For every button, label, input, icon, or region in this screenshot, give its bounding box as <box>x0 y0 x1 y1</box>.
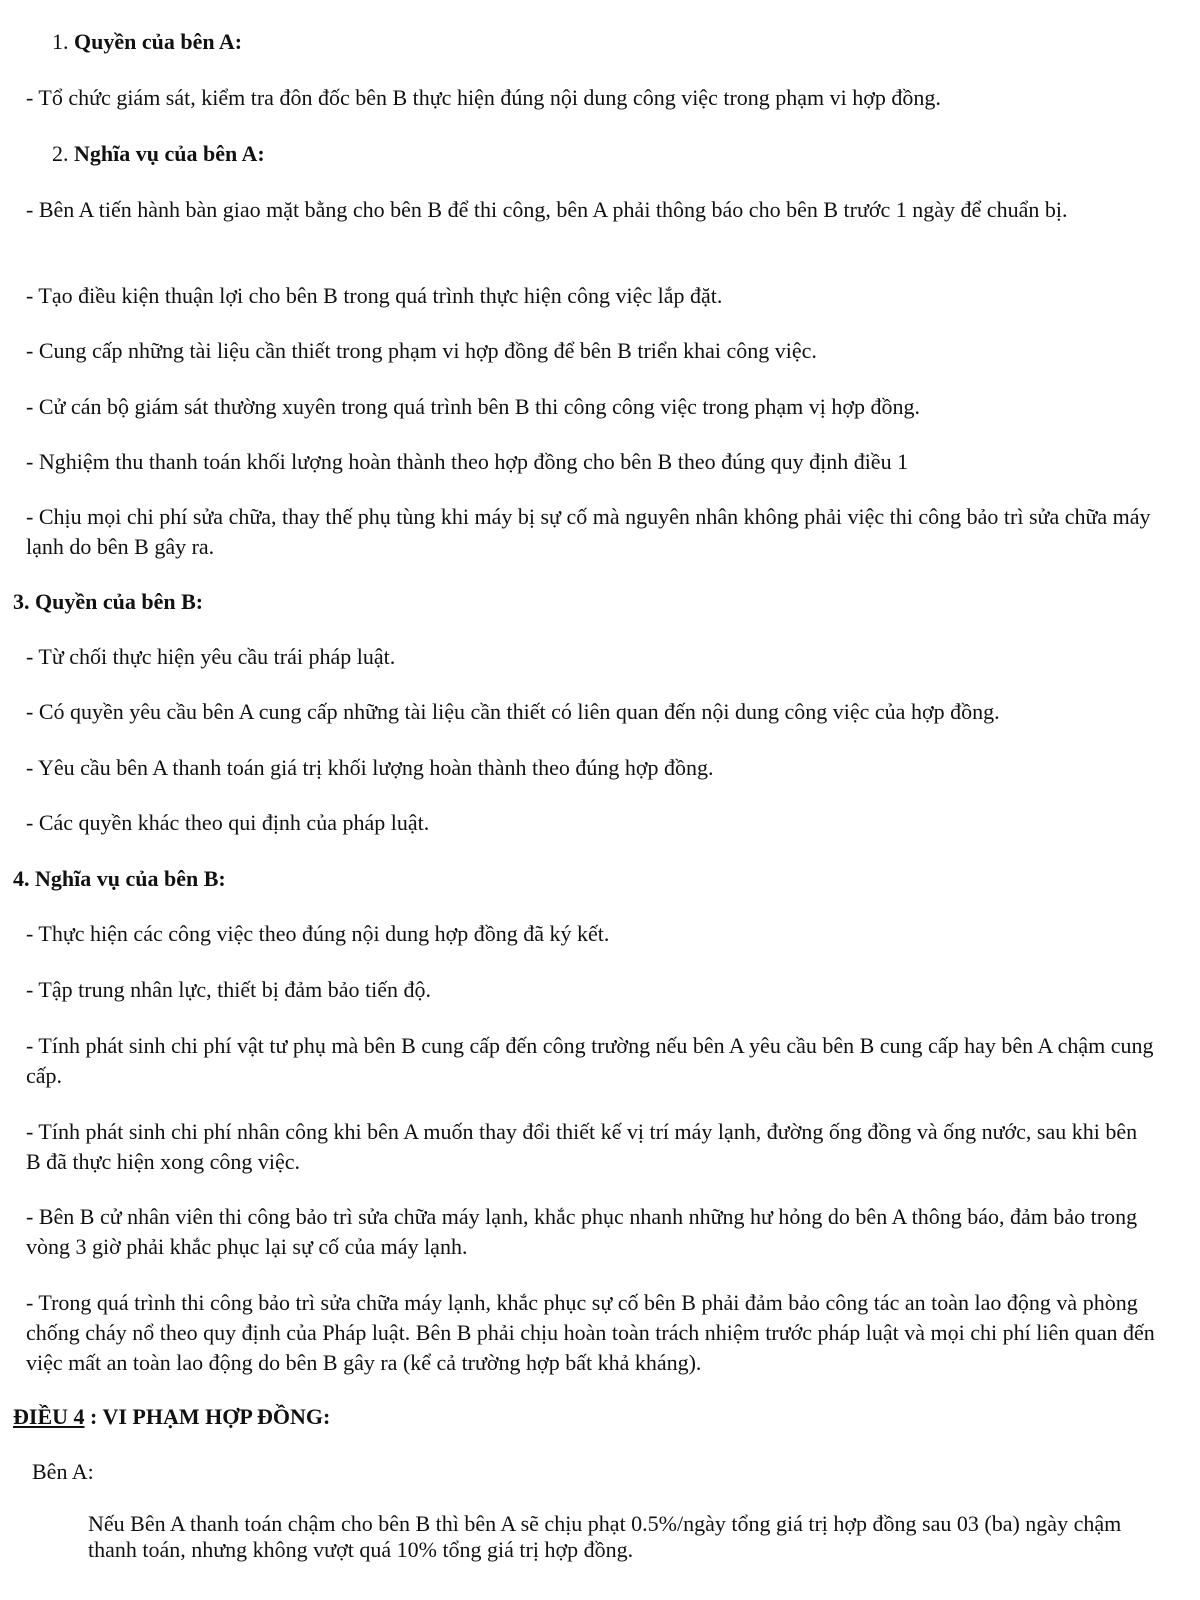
section-2-item: - Nghiệm thu thanh toán khối lượng hoàn thành theo hợp đồng cho bên B theo đúng quy định điều 1 <box>26 449 909 474</box>
section-3-item: - Có quyền yêu cầu bên A cung cấp những tài liệu cần thiết có liên quan đến nội dung công việc của hợp đồng. <box>26 699 1000 724</box>
section-2-item: - Tạo điều kiện thuận lợi cho bên B trong quá trình thực hiện công việc lắp đặt. <box>26 283 723 308</box>
section-4-item: - Trong quá trình thi công bảo trì sửa chữa máy lạnh, khắc phục sự cố bên B phải đảm bảo công tác an toàn lao động và phòng chống cháy nổ theo quy định của Pháp luật. Bên B phải chịu hoàn toàn trách nhiệm trước pháp luật và mọi chi phí liên quan đến việc mất an toàn lao động do bên B gây ra (kể cả trường hợp bất khả kháng). <box>26 1290 1155 1375</box>
section-3-item: - Yêu cầu bên A thanh toán giá trị khối lượng hoàn thành theo đúng hợp đồng. <box>26 755 714 780</box>
party-a-label: Bên A: <box>32 1459 94 1484</box>
article-4-label: ĐIỀU 4 <box>13 1404 85 1429</box>
section-4-item: - Bên B cử nhân viên thi công bảo trì sửa chữa máy lạnh, khắc phục nhanh những hư hỏng do bên A thông báo, đảm bảo trong vòng 3 giờ phải khắc phục lại sự cố của máy lạnh. <box>26 1204 1138 1259</box>
section-1-item: - Tổ chức giám sát, kiểm tra đôn đốc bên B thực hiện đúng nội dung công việc trong phạm vi hợp đồng. <box>26 85 941 110</box>
article-4-heading <box>13 1402 330 1432</box>
section-1-title: Quyền của bên A: <box>74 29 243 54</box>
section-4-item: - Tập trung nhân lực, thiết bị đảm bảo tiến độ. <box>26 977 431 1002</box>
section-4-title: 4. Nghĩa vụ của bên B: <box>13 866 226 891</box>
section-1-heading <box>52 27 242 57</box>
section-2-number: 2. <box>52 141 69 166</box>
section-2-item: - Bên A tiến hành bàn giao mặt bằng cho bên B để thi công, bên A phải thông báo cho bên B trước 1 ngày để chuẩn bị. <box>26 197 1068 222</box>
section-3-item: - Các quyền khác theo qui định của pháp luật. <box>26 810 430 835</box>
party-a-penalty-text: Nếu Bên A thanh toán chậm cho bên B thì bên A sẽ chịu phạt 0.5%/ngày tổng giá trị hợp đồng sau 03 (ba) ngày chậm thanh toán, nhưng không vượt quá 10% tổng giá trị hợp đồng. <box>88 1511 1122 1562</box>
section-4-item: - Tính phát sinh chi phí nhân công khi bên A muốn thay đổi thiết kế vị trí máy lạnh, đường ống đồng và ống nước, sau khi bên B đã thực hiện xong công việc. <box>26 1119 1138 1174</box>
section-4-item: - Tính phát sinh chi phí vật tư phụ mà bên B cung cấp đến công trường nếu bên A yêu cầu bên B cung cấp hay bên A chậm cung cấp. <box>26 1033 1154 1088</box>
section-3-title: 3. Quyền của bên B: <box>13 589 204 614</box>
article-4-title: : VI PHẠM HỢP ĐỒNG: <box>84 1404 331 1429</box>
section-4-item: - Thực hiện các công việc theo đúng nội dung hợp đồng đã ký kết. <box>26 921 610 946</box>
section-2-item: - Cử cán bộ giám sát thường xuyên trong quá trình bên B thi công công việc trong phạm vị hợp đồng. <box>26 394 920 419</box>
section-2-heading <box>52 139 265 169</box>
section-2-item: - Cung cấp những tài liệu cần thiết trong phạm vi hợp đồng để bên B triển khai công việc. <box>26 338 817 363</box>
section-2-title: Nghĩa vụ của bên A: <box>74 141 265 166</box>
section-2-item: - Chịu mọi chi phí sửa chữa, thay thế phụ tùng khi máy bị sự cố mà nguyên nhân không phải việc thi công bảo trì sửa chữa máy lạnh do bên B gây ra. <box>26 504 1151 559</box>
section-3-item: - Từ chối thực hiện yêu cầu trái pháp luật. <box>26 644 396 669</box>
section-1-number: 1. <box>52 29 69 54</box>
